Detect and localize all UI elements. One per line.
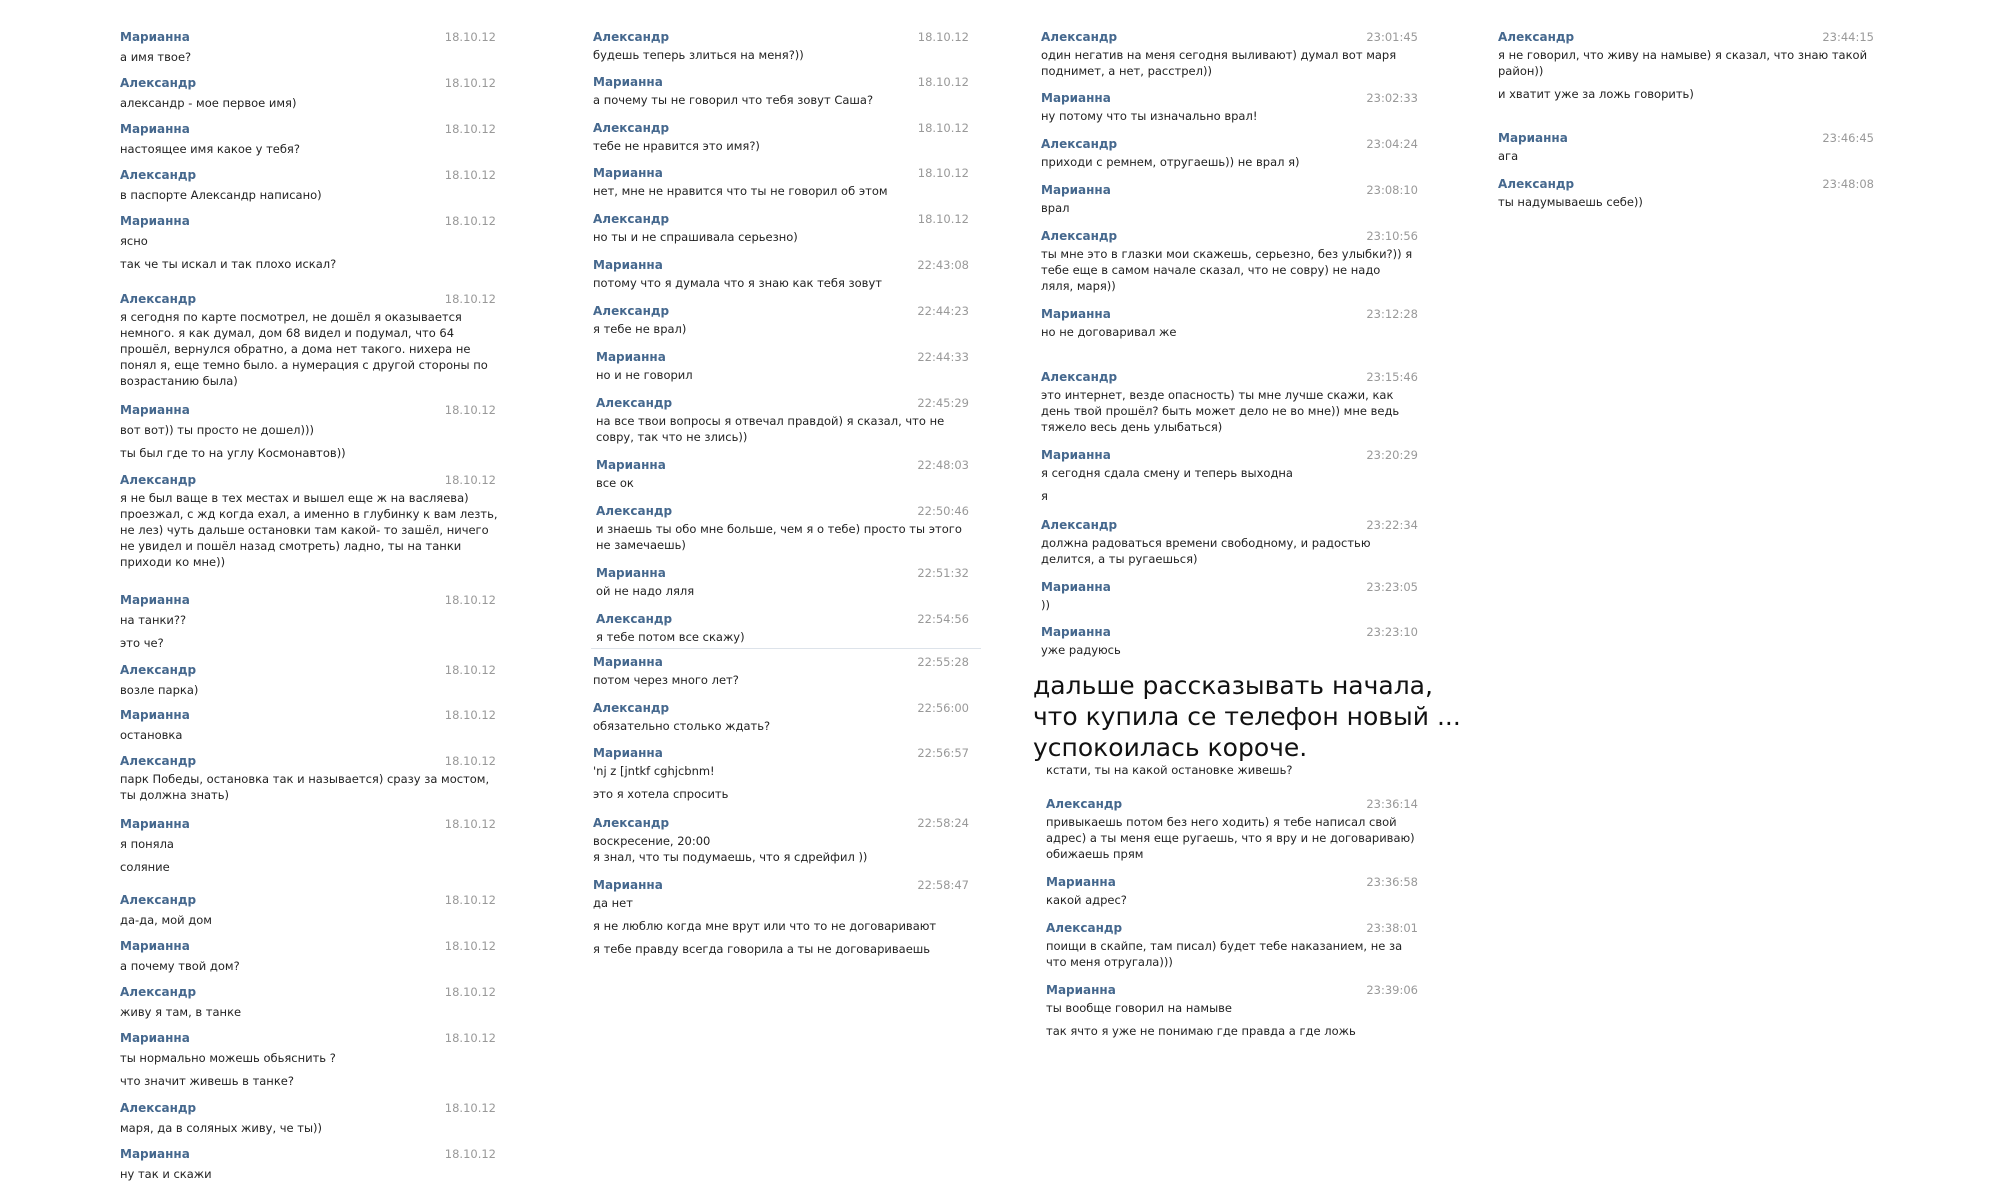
message-author[interactable]: Александр <box>596 396 673 410</box>
message-author[interactable]: Александр <box>596 504 673 518</box>
message-time: 23:39:06 <box>1366 983 1418 997</box>
message-text: я не был ваще в тех местах и вышел еще ж на васляева) <box>120 491 469 505</box>
message-author[interactable]: Александр <box>593 30 670 44</box>
message-text: ты нормально можешь обьяснить ? <box>120 1051 336 1065</box>
message-text: приходи с ремнем, отругаешь)) не врал я) <box>1041 155 1300 169</box>
message-author[interactable]: Александр <box>120 292 197 306</box>
message-text: )) <box>1041 598 1050 612</box>
message-time: 18.10.12 <box>444 1101 496 1115</box>
message-author[interactable]: Александр <box>120 1101 197 1115</box>
message-text: что меня отругала))) <box>1046 955 1173 969</box>
message-text: живу я там, в танке <box>120 1005 242 1019</box>
message-time: 23:46:45 <box>1822 131 1874 145</box>
message-text: настоящее имя какое у тебя? <box>120 142 300 156</box>
message-text: я не люблю когда мне врут или что то не договаривают <box>593 919 937 933</box>
message-text: ты надумываешь себе)) <box>1498 195 1643 209</box>
message-text: ясно <box>120 234 148 248</box>
message-text: остановка <box>120 728 183 742</box>
message-author[interactable]: Александр <box>120 893 197 907</box>
message-text: ага <box>1498 149 1519 163</box>
message-text: тебе еще в самом начале сказал, что не совру) не надо <box>1041 263 1381 277</box>
message-author[interactable]: Марианна <box>120 1147 190 1161</box>
message-time: 22:44:23 <box>917 304 969 318</box>
annotation-caption <box>1033 670 1461 763</box>
message-author[interactable]: Александр <box>120 754 197 768</box>
message-author[interactable]: Александр <box>593 701 670 715</box>
message-time: 22:51:32 <box>917 566 969 580</box>
message-time: 22:44:33 <box>917 350 969 364</box>
message-time: 18.10.12 <box>444 214 496 228</box>
message-author[interactable]: Александр <box>1041 137 1118 151</box>
message-text: и знаешь ты обо мне больше, чем я о тебе) просто ты этого <box>596 522 962 536</box>
message-text: понял я, еще темно было. а нумерация с другой стороны по <box>120 358 488 372</box>
message-time: 22:56:00 <box>917 701 969 715</box>
message-text: так ячто я уже не понимаю где правда а где ложь <box>1046 1024 1356 1038</box>
message-time: 22:45:29 <box>917 396 969 410</box>
message-text: а почему твой дом? <box>120 959 240 973</box>
message-time: 23:01:45 <box>1366 30 1418 44</box>
message-author[interactable]: Александр <box>1041 30 1118 44</box>
message-time: 23:02:33 <box>1366 91 1418 105</box>
message-text: потому что я думала что я знаю как тебя зовут <box>593 276 882 290</box>
message-author[interactable]: Марианна <box>120 593 190 607</box>
message-text: обязательно столько ждать? <box>593 719 771 733</box>
message-author[interactable]: Марианна <box>593 655 663 669</box>
message-author[interactable]: Марианна <box>1498 131 1568 145</box>
message-author[interactable]: Александр <box>593 816 670 830</box>
message-author[interactable]: Александр <box>120 76 197 90</box>
message-author[interactable]: Александр <box>1041 370 1118 384</box>
message-time: 22:54:56 <box>917 612 969 626</box>
message-text: все ок <box>596 476 634 490</box>
message-text: день твой прошёл? быть может дело не во мне)) мне ведь <box>1041 404 1400 418</box>
message-author[interactable]: Александр <box>120 168 197 182</box>
message-text: маря, да в соляных живу, че ты)) <box>120 1121 323 1135</box>
message-author[interactable]: Марианна <box>593 878 663 892</box>
message-text: я тебе потом все скажу) <box>596 630 745 644</box>
message-text: делится, а ты ругаешься) <box>1041 552 1198 566</box>
message-text: врал <box>1041 201 1070 215</box>
message-time: 18.10.12 <box>444 473 496 487</box>
message-text: я знал, что ты подумаешь, что я сдрейфил )) <box>593 850 868 864</box>
message-text: ты должна знать) <box>120 788 229 802</box>
message-text: немного. я как думал, дом 68 видел и подумал, что 64 <box>120 326 455 340</box>
message-text: поднимет, а нет, расстрел)) <box>1041 64 1212 78</box>
message-author[interactable]: Александр <box>1046 921 1123 935</box>
message-time: 18.10.12 <box>444 893 496 907</box>
message-time: 22:56:57 <box>917 746 969 760</box>
message-text: я поняла <box>120 837 174 851</box>
message-text: прошёл, вернулся обратно, а дома нет такого. нихера не <box>120 342 471 356</box>
message-author[interactable]: Марианна <box>593 75 663 89</box>
message-author[interactable]: Александр <box>593 212 670 226</box>
message-author[interactable]: Марианна <box>596 350 666 364</box>
message-time: 18.10.12 <box>444 168 496 182</box>
message-text: нет, мне не нравится что ты не говорил об этом <box>593 184 888 198</box>
message-text: да нет <box>593 896 633 910</box>
message-text: приходи ко мне)) <box>120 555 226 569</box>
message-time: 18.10.12 <box>444 708 496 722</box>
message-text: я <box>1041 489 1048 503</box>
message-text: ляля, маря)) <box>1041 279 1116 293</box>
message-time: 22:50:46 <box>917 504 969 518</box>
divider <box>591 648 981 649</box>
message-text: это че? <box>120 636 164 650</box>
message-text: уже радуюсь <box>1041 643 1121 657</box>
message-time: 18.10.12 <box>444 122 496 136</box>
message-author[interactable]: Александр <box>1046 797 1123 811</box>
message-time: 23:04:24 <box>1366 137 1418 151</box>
message-time: 23:48:08 <box>1822 177 1874 191</box>
message-time: 23:36:14 <box>1366 797 1418 811</box>
message-text: совру, так что не злись)) <box>596 430 748 444</box>
message-time: 18.10.12 <box>917 166 969 180</box>
message-author[interactable]: Марианна <box>120 939 190 953</box>
message-time: 22:48:03 <box>917 458 969 472</box>
message-text: ну потому что ты изначально врал! <box>1041 109 1258 123</box>
message-text: должна радоваться времени свободному, и радостью <box>1041 536 1371 550</box>
message-author[interactable]: Марианна <box>596 566 666 580</box>
message-time: 18.10.12 <box>444 292 496 306</box>
message-time: 18.10.12 <box>444 593 496 607</box>
message-text: возле парка) <box>120 683 199 697</box>
message-author[interactable]: Марианна <box>120 817 190 831</box>
caption-line: успокоилась короче. <box>1033 733 1308 762</box>
message-text: ой не надо ляля <box>596 584 695 598</box>
message-author[interactable]: Александр <box>596 612 673 626</box>
message-text: на танки?? <box>120 613 187 627</box>
message-time: 23:36:58 <box>1366 875 1418 889</box>
message-time: 18.10.12 <box>444 985 496 999</box>
message-text: ты был где то на углу Космонавтов)) <box>120 446 346 460</box>
message-text: а имя твое? <box>120 50 192 64</box>
message-text: вот вот)) ты просто не дошел))) <box>120 423 314 437</box>
message-author[interactable]: Марианна <box>593 746 663 760</box>
message-text: но ты и не спрашивала серьезно) <box>593 230 798 244</box>
message-text: адрес) а ты меня еще ругаешь, что я вру и не договариваю) <box>1046 831 1415 845</box>
message-time: 18.10.12 <box>444 939 496 953</box>
message-text: поищи в скайпе, там писал) будет тебе наказанием, не за <box>1046 939 1403 953</box>
message-text: не замечаешь) <box>596 538 686 552</box>
message-author[interactable]: Александр <box>120 985 197 999</box>
message-text: будешь теперь злиться на меня?)) <box>593 48 804 62</box>
message-author[interactable]: Марианна <box>120 708 190 722</box>
message-text: я не говорил, что живу на намыве) я сказал, что знаю такой <box>1498 48 1868 62</box>
message-text: один негатив на меня сегодня выливают) думал вот маря <box>1041 48 1397 62</box>
message-time: 18.10.12 <box>917 30 969 44</box>
message-time: 23:15:46 <box>1366 370 1418 384</box>
message-text: парк Победы, остановка так и называется) сразу за мостом, <box>120 772 490 786</box>
message-author[interactable]: Марианна <box>1046 983 1116 997</box>
message-author[interactable]: Александр <box>1041 229 1118 243</box>
message-time: 23:44:15 <box>1822 30 1874 44</box>
message-author[interactable]: Александр <box>120 473 197 487</box>
message-text: ты мне это в глазки мои скажешь, серьезно, без улыбки?)) я <box>1041 247 1413 261</box>
message-text: соляние <box>120 860 170 874</box>
message-text: возрастанию была) <box>120 374 238 388</box>
caption-line: дальше рассказывать начала, <box>1033 671 1433 700</box>
message-time: 18.10.12 <box>444 663 496 677</box>
message-author[interactable]: Александр <box>1041 518 1118 532</box>
message-time: 18.10.12 <box>444 1147 496 1161</box>
message-author[interactable]: Марианна <box>593 258 663 272</box>
message-author[interactable]: Александр <box>1498 30 1575 44</box>
message-author[interactable]: Марианна <box>1041 625 1111 639</box>
message-author[interactable]: Марианна <box>1041 91 1111 105</box>
message-text: какой адрес? <box>1046 893 1127 907</box>
message-text: потом через много лет? <box>593 673 739 687</box>
message-text: а почему ты не говорил что тебя зовут Саша? <box>593 93 874 107</box>
message-time: 23:20:29 <box>1366 448 1418 462</box>
message-text: ну так и скажи <box>120 1167 212 1181</box>
message-text: 'nj z [jntkf cghjcbnm! <box>593 764 715 778</box>
message-time: 23:08:10 <box>1366 183 1418 197</box>
message-time: 18.10.12 <box>917 121 969 135</box>
message-author[interactable]: Марианна <box>1041 183 1111 197</box>
message-author[interactable]: Марианна <box>120 122 190 136</box>
message-time: 18.10.12 <box>444 76 496 90</box>
message-author[interactable]: Марианна <box>120 1031 190 1045</box>
message-text: кстати, ты на какой остановке живешь? <box>1046 763 1293 777</box>
message-time: 23:38:01 <box>1366 921 1418 935</box>
message-time: 22:55:28 <box>917 655 969 669</box>
message-text: но не договаривал же <box>1041 325 1177 339</box>
message-text: это интернет, везде опасность) ты мне лучше скажи, как <box>1041 388 1394 402</box>
message-time: 18.10.12 <box>444 817 496 831</box>
message-text: привыкаешь потом без него ходить) я тебе написал свой <box>1046 815 1397 829</box>
message-author[interactable]: Марианна <box>1046 875 1116 889</box>
message-text: я тебе правду всегда говорила а ты не договариваешь <box>593 942 931 956</box>
message-author[interactable]: Александр <box>1498 177 1575 191</box>
message-text: это я хотела спросить <box>593 787 729 801</box>
message-time: 22:58:47 <box>917 878 969 892</box>
message-text: проезжал, с жд когда ехал, а именно в глубинку к вам лезть, <box>120 507 498 521</box>
message-text: что значит живешь в танке? <box>120 1074 294 1088</box>
message-author[interactable]: Марианна <box>596 458 666 472</box>
message-time: 18.10.12 <box>444 403 496 417</box>
message-author[interactable]: Александр <box>593 304 670 318</box>
message-text: александр - мое первое имя) <box>120 96 297 110</box>
message-author[interactable]: Александр <box>120 663 197 677</box>
message-text: я сегодня сдала смену и теперь выходна <box>1041 466 1293 480</box>
message-author[interactable]: Александр <box>593 121 670 135</box>
message-time: 23:23:05 <box>1366 580 1418 594</box>
message-author[interactable]: Марианна <box>1041 448 1111 462</box>
message-author[interactable]: Марианна <box>120 214 190 228</box>
message-author[interactable]: Марианна <box>1041 307 1111 321</box>
message-time: 23:12:28 <box>1366 307 1418 321</box>
caption-line: что купила се телефон новый ... <box>1033 702 1461 731</box>
message-text: тебе не нравится это имя?) <box>593 139 760 153</box>
message-text: обижаешь прям <box>1046 847 1144 861</box>
message-time: 23:22:34 <box>1366 518 1418 532</box>
message-text: и хватит уже за ложь говорить) <box>1498 87 1694 101</box>
message-time: 18.10.12 <box>917 75 969 89</box>
message-text: я тебе не врал) <box>593 322 687 336</box>
message-time: 18.10.12 <box>444 754 496 768</box>
message-time: 23:10:56 <box>1366 229 1418 243</box>
message-text: не лез) чуть дальше остановки там какой- то зашёл, ничего <box>120 523 489 537</box>
message-time: 22:43:08 <box>917 258 969 272</box>
message-time: 23:23:10 <box>1366 625 1418 639</box>
message-text: район)) <box>1498 64 1544 78</box>
message-text: на все твои вопросы я отвечал правдой) я сказал, что не <box>596 414 945 428</box>
message-author[interactable]: Марианна <box>1041 580 1111 594</box>
message-author[interactable]: Марианна <box>593 166 663 180</box>
message-text: воскресение, 20:00 <box>593 834 711 848</box>
message-text: я сегодня по карте посмотрел, не дошёл я оказывается <box>120 310 462 324</box>
message-text: да-да, мой дом <box>120 913 212 927</box>
message-text: так че ты искал и так плохо искал? <box>120 257 337 271</box>
message-time: 18.10.12 <box>917 212 969 226</box>
message-text: тяжело весь день улыбаться) <box>1041 420 1223 434</box>
message-author[interactable]: Марианна <box>120 403 190 417</box>
message-text: не увидел и пошёл назад смотреть) ладно, ты на танки <box>120 539 462 553</box>
message-text: в паспорте Александр написано) <box>120 188 322 202</box>
message-time: 18.10.12 <box>444 1031 496 1045</box>
message-text: ты вообще говорил на намыве <box>1046 1001 1233 1015</box>
message-time: 22:58:24 <box>917 816 969 830</box>
message-text: но и не говорил <box>596 368 693 382</box>
message-author[interactable]: Марианна <box>120 30 190 44</box>
message-time: 18.10.12 <box>444 30 496 44</box>
